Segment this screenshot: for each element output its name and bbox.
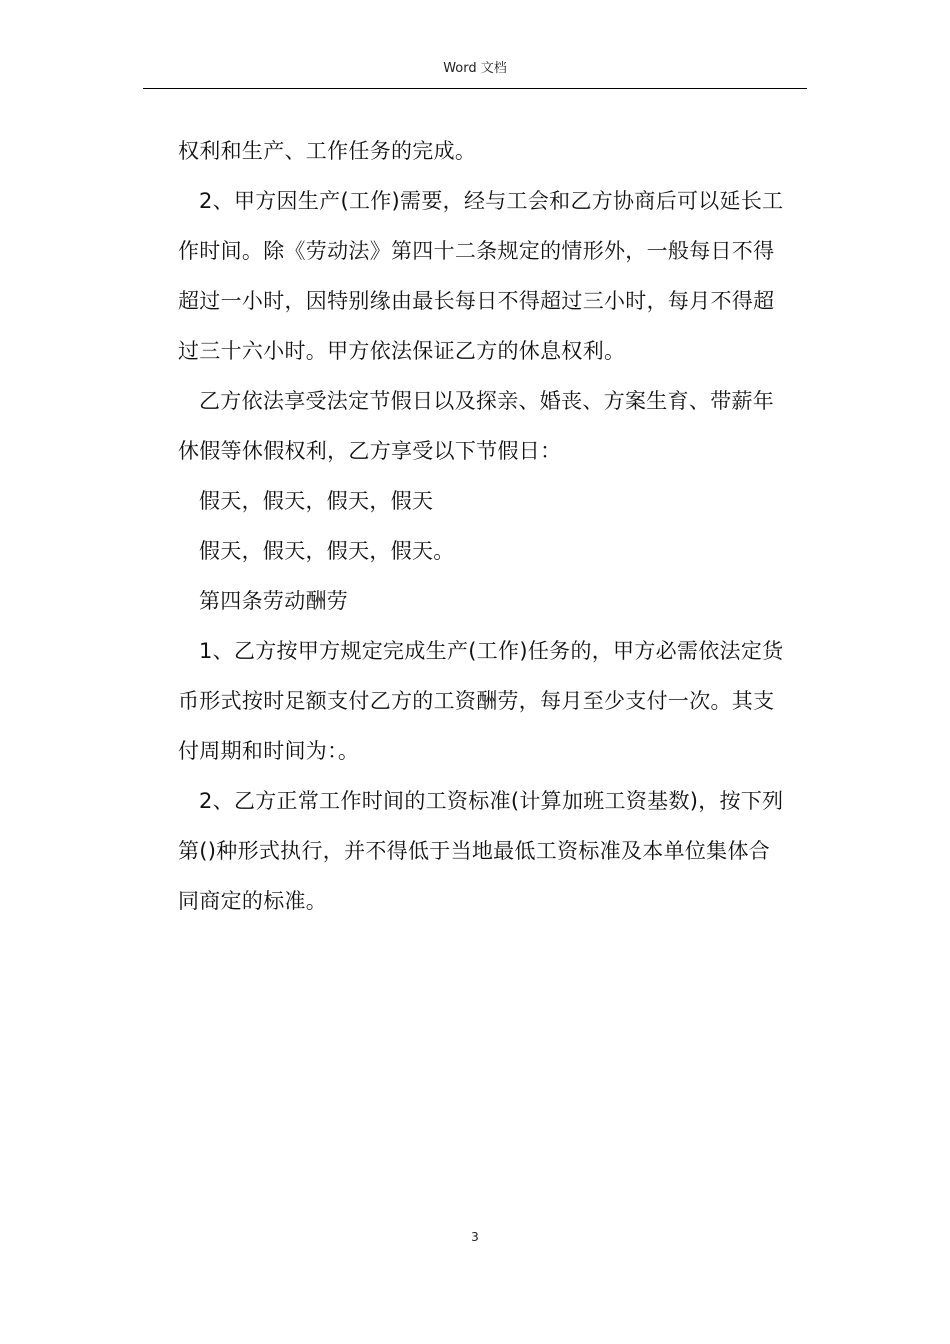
document-body [178, 126, 806, 926]
body-line: 2、乙方正常工作时间的工资标准(计算加班工资基数)，按下列 [199, 789, 784, 813]
body-line: 假天，假天，假天，假天 [199, 489, 434, 513]
body-line: 乙方依法享受法定节假日以及探亲、婚丧、方案生育、带薪年 [199, 389, 775, 413]
body-line: 1、乙方按甲方规定完成生产(工作)任务的，甲方必需依法定货 [199, 639, 784, 663]
body-line: 同商定的标准。 [178, 889, 328, 913]
body-line: 币形式按时足额支付乙方的工资酬劳，每月至少支付一次。其支 [178, 689, 775, 713]
body-line: 过三十六小时。甲方依法保证乙方的休息权利。 [178, 339, 626, 363]
body-line: 付周期和时间为：。 [178, 739, 360, 763]
body-line: 权利和生产、工作任务的完成。 [178, 139, 477, 163]
page-header: Word 文档 [143, 60, 807, 89]
body-line: 2、甲方因生产(工作)需要，经与工会和乙方协商后可以延长工 [199, 189, 784, 213]
body-line: 第()种形式执行，并不得低于当地最低工资标准及本单位集体合 [178, 839, 771, 863]
body-line: 休假等休假权利，乙方享受以下节假日： [178, 439, 562, 463]
page-number: 3 [471, 1230, 479, 1244]
section-heading: 第四条劳动酬劳 [199, 589, 349, 613]
body-line: 超过一小时，因特别缘由最长每日不得超过三小时，每月不得超 [178, 289, 775, 313]
body-line: 作时间。除《劳动法》第四十二条规定的情形外，一般每日不得 [178, 239, 775, 263]
body-line: 假天，假天，假天，假天。 [199, 539, 455, 563]
